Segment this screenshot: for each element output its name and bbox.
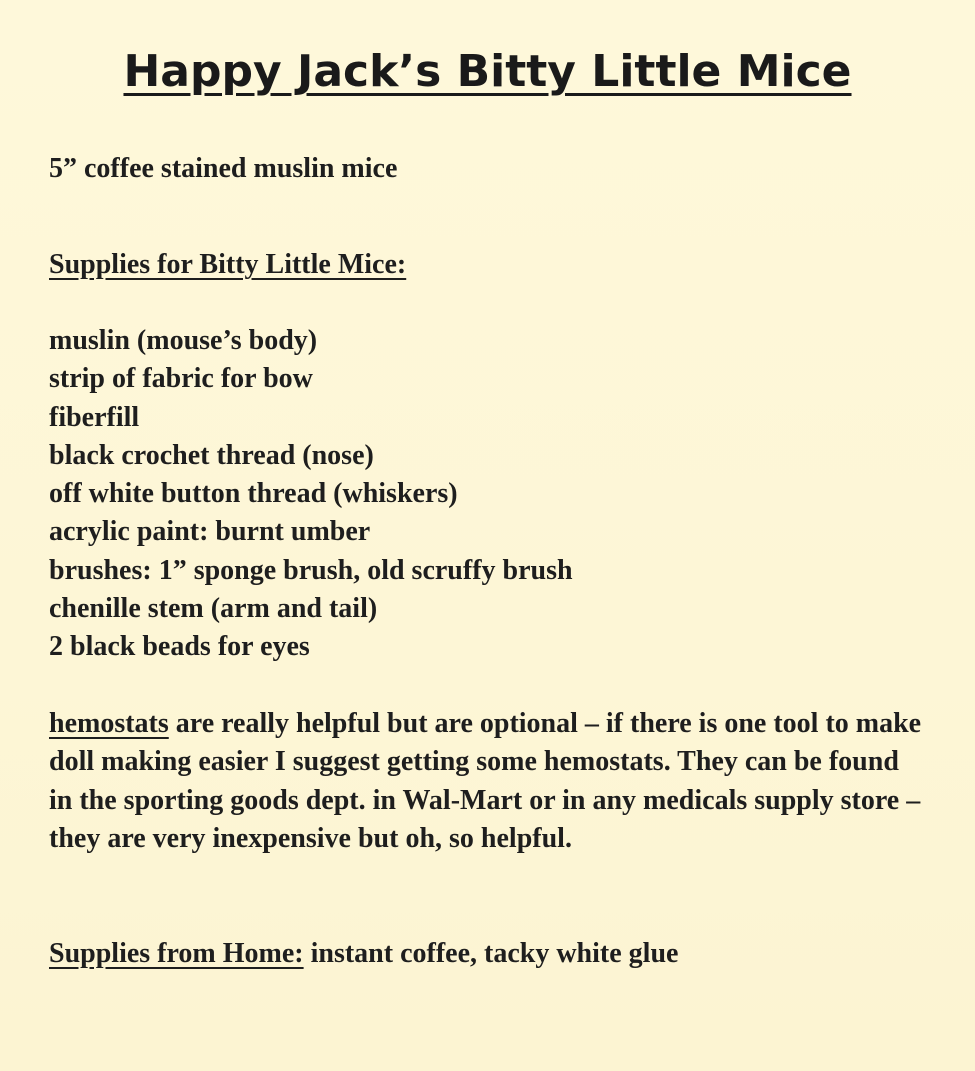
list-item: black crochet thread (nose) <box>49 439 374 471</box>
page-title <box>0 44 975 100</box>
list-item: fiberfill <box>49 401 140 433</box>
list-item: muslin (mouse’s body) <box>49 325 318 356</box>
hemostats-note <box>49 705 929 859</box>
list-item: chenille stem (arm and tail) <box>49 593 378 625</box>
list-item: off white button thread (whiskers) <box>49 478 458 510</box>
subtitle: 5” coffee stained muslin mice <box>49 153 398 184</box>
list-item: strip of fabric for bow <box>49 363 313 395</box>
home-supplies-label: Supplies from Home: <box>49 938 304 969</box>
home-supplies-text: instant coffee, tacky white glue <box>303 938 679 969</box>
home-supplies <box>49 935 678 973</box>
page-title-text: Happy Jack’s Bitty Little Mice <box>123 46 852 97</box>
list-item: brushes: 1” sponge brush, old scruffy brush <box>49 554 573 586</box>
hemostats-note-text: are really helpful but are optional – if there is one tool to make doll making easier I suggest getting some hemostats. They can be found in the sporting goods dept. in Wal-Mart or in any medicals supply store – they are very inexpensive but oh, so helpful. <box>49 708 922 855</box>
supplies-list <box>49 322 573 667</box>
supplies-heading <box>49 246 406 284</box>
supplies-heading-text: Supplies for Bitty Little Mice: <box>49 249 407 280</box>
hemostats-keyword: hemostats <box>49 708 169 739</box>
list-item: acrylic paint: burnt umber <box>49 516 371 548</box>
list-item: 2 black beads for eyes <box>49 631 310 663</box>
